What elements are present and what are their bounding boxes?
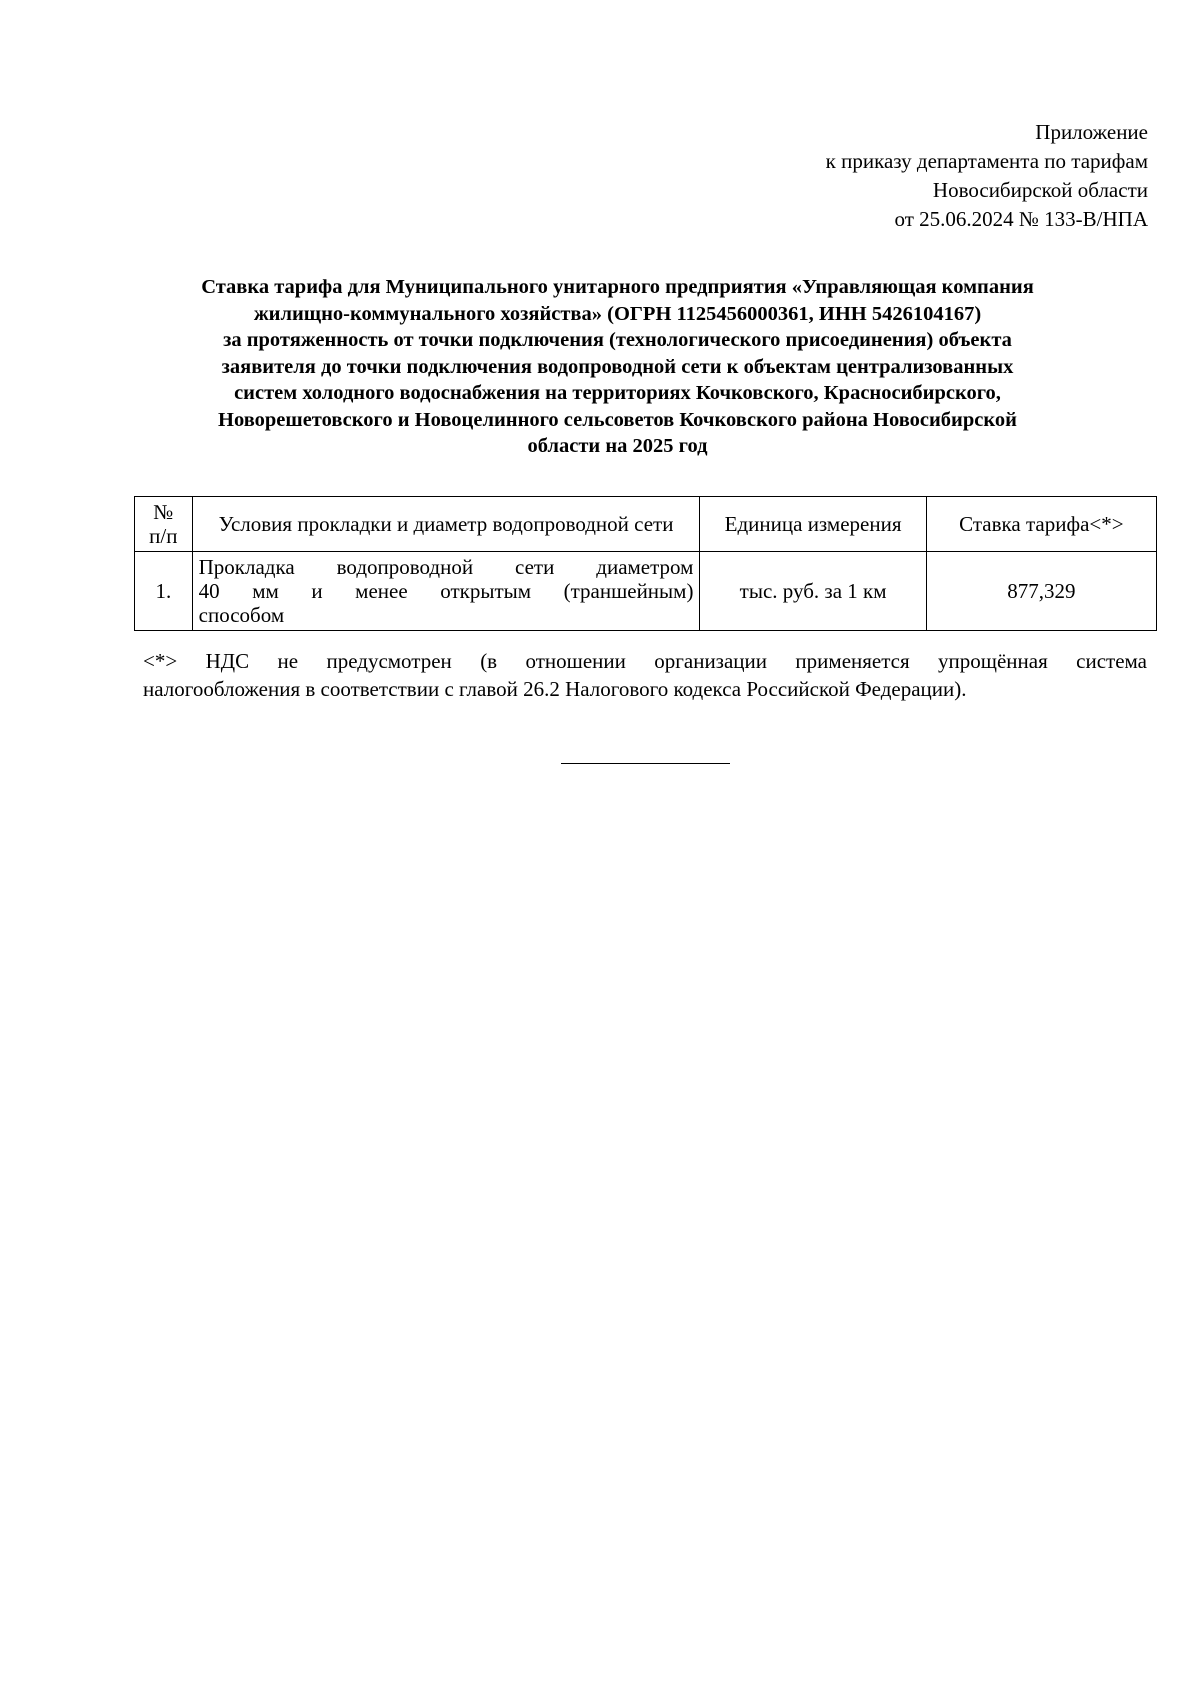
- cell-number: 1.: [135, 552, 193, 631]
- cell-conditions-line: 40 мм и менее открытым (траншейным): [198, 579, 694, 603]
- appendix-order-date-number: от 25.06.2024 № 133-В/НПА: [894, 207, 1148, 231]
- cell-conditions-line: Прокладка водопроводной сети диаметром: [198, 555, 694, 579]
- cell-conditions: [192, 552, 700, 631]
- header-number-sign: №: [153, 500, 174, 524]
- document-title: [130, 274, 1105, 460]
- header-unit: Единица измерения: [700, 497, 926, 552]
- header-number-abbr: п/п: [149, 524, 178, 548]
- table-header-row: [135, 497, 1157, 552]
- cell-unit: тыс. руб. за 1 км: [700, 552, 926, 631]
- appendix-label: Приложение: [1035, 120, 1148, 144]
- closing-divider: [561, 763, 730, 764]
- title-line: за протяженность от точки подключения (технологического присоединения) объекта: [223, 329, 1012, 351]
- title-line: систем холодного водоснабжения на территориях Кочковского, Красносибирского,: [234, 382, 1001, 404]
- title-line: заявителя до точки подключения водопроводной сети к объектам централизованных: [221, 355, 1014, 378]
- title-line: области на 2025 год: [527, 435, 708, 457]
- appendix-header: [826, 118, 1148, 234]
- header-number: [135, 497, 193, 552]
- table-row: [135, 552, 1157, 631]
- title-line: жилищно-коммунального хозяйства» (ОГРН 1125456000361, ИНН 5426104167): [253, 302, 982, 325]
- header-rate: Ставка тарифа<*>: [926, 497, 1156, 552]
- footnote-line: налогообложения в соответствии с главой 26.2 Налогового кодекса Российской Федерации).: [143, 677, 967, 701]
- cell-rate: 877,329: [926, 552, 1156, 631]
- title-line: Ставка тарифа для Муниципального унитарного предприятия «Управляющая компания: [201, 276, 1034, 298]
- header-conditions: Условия прокладки и диаметр водопроводной сети: [192, 497, 700, 552]
- title-line: Новорешетовского и Новоцелинного сельсоветов Кочковского района Новосибирской: [218, 408, 1017, 431]
- cell-conditions-line: способом: [198, 603, 285, 627]
- appendix-order-reference: к приказу департамента по тарифам: [825, 149, 1148, 173]
- footnote: [143, 647, 1147, 703]
- footnote-line: <*> НДС не предусмотрен (в отношении организации применяется упрощённая система: [143, 649, 1147, 673]
- appendix-region: Новосибирской области: [932, 178, 1148, 202]
- tariff-table: [134, 496, 1157, 631]
